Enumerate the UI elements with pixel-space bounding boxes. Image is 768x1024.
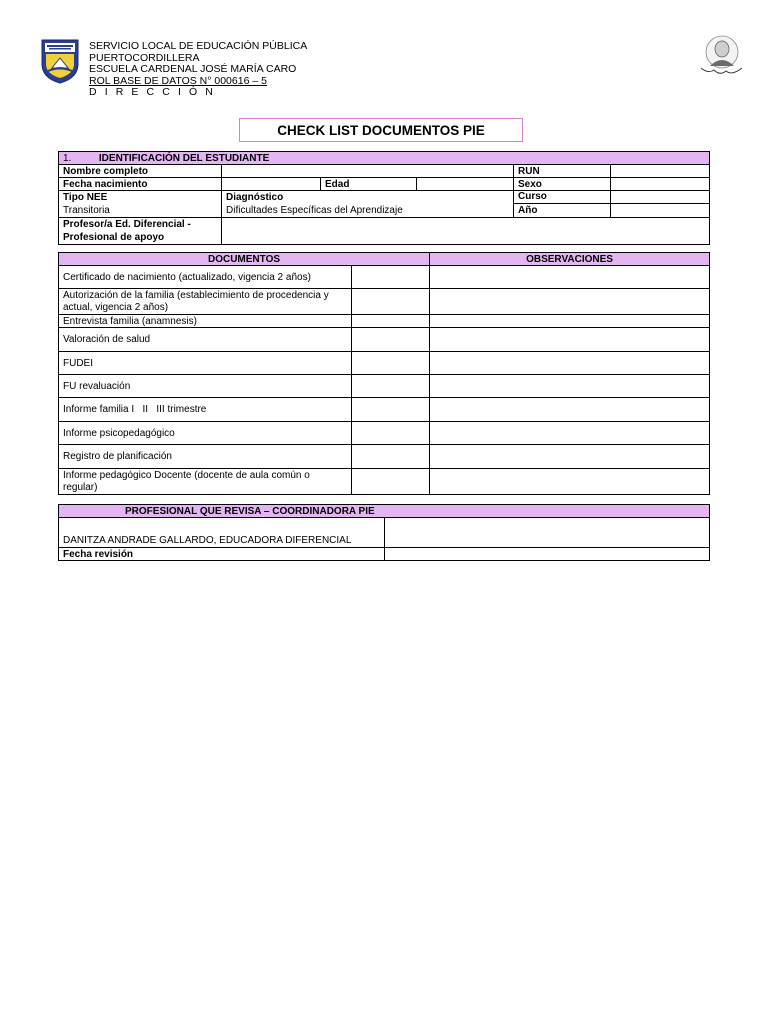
document-row	[59, 266, 710, 289]
reviewer-section-header: PROFESIONAL QUE REVISA – COORDINADORA PIE	[59, 505, 710, 518]
tipo-nee-value: Transitoria	[63, 205, 110, 216]
document-observation-cell[interactable]	[430, 289, 710, 315]
nombre-label: Nombre completo	[59, 165, 222, 178]
document-observation-cell[interactable]	[430, 445, 710, 469]
document-label: Autorización de la familia (establecimiento de procedencia y actual, vigencia 2 años)	[59, 289, 352, 315]
document-check-cell[interactable]	[352, 315, 430, 328]
document-row	[59, 398, 710, 422]
curso-field[interactable]	[611, 191, 709, 204]
section-title: IDENTIFICACIÓN DEL ESTUDIANTE	[98, 152, 270, 164]
header-line-4: ROL BASE DE DATOS N° 000616 – 5	[89, 74, 267, 87]
document-check-cell[interactable]	[352, 289, 430, 315]
document-check-cell[interactable]	[352, 469, 430, 495]
profesor-label: Profesor/a Ed. Diferencial - Profesional de apoyo	[59, 218, 222, 245]
document-observation-cell[interactable]	[430, 328, 710, 352]
document-observation-cell[interactable]	[430, 375, 710, 398]
document-label: Valoración de salud	[59, 328, 352, 352]
portrait-medallion-logo	[700, 34, 744, 80]
run-label: RUN	[514, 165, 611, 178]
header-line-2: PUERTOCORDILLERA	[89, 51, 200, 64]
document-row	[59, 469, 710, 495]
section-number: 1.	[63, 152, 72, 164]
diagnostico-value: Dificultades Específicas del Aprendizaje	[226, 205, 403, 216]
document-check-cell[interactable]	[352, 352, 430, 375]
fecha-nacimiento-field[interactable]	[222, 178, 321, 191]
fecha-revision-label: Fecha revisión	[59, 548, 385, 561]
document-label: Informe pedagógico Docente (docente de aula común o regular)	[59, 469, 352, 495]
fecha-revision-field[interactable]	[385, 548, 710, 561]
reviewer-signature-field[interactable]	[385, 518, 710, 548]
document-observation-cell[interactable]	[430, 422, 710, 445]
nombre-field[interactable]	[222, 165, 514, 178]
document-label: Certificado de nacimiento (actualizado, vigencia 2 años)	[59, 266, 352, 289]
header-line-5: D I R E C C I Ó N	[89, 86, 216, 99]
document-row	[59, 328, 710, 352]
document-check-cell[interactable]	[352, 328, 430, 352]
tipo-nee-cell	[59, 191, 222, 218]
document-check-cell[interactable]	[352, 375, 430, 398]
document-observation-cell[interactable]	[430, 398, 710, 422]
sexo-field[interactable]	[611, 178, 710, 191]
section-header	[59, 152, 710, 165]
header-line-1: SERVICIO LOCAL DE EDUCACIÓN PÚBLICA	[89, 40, 308, 52]
document-row	[59, 315, 710, 328]
diagnostico-cell	[222, 191, 514, 218]
sexo-label: Sexo	[514, 178, 611, 191]
run-field[interactable]	[611, 165, 710, 178]
documents-table	[58, 252, 710, 495]
curso-anio-fields	[611, 191, 710, 218]
document-check-cell[interactable]	[352, 398, 430, 422]
tipo-nee-label: Tipo NEE	[63, 192, 108, 203]
page-title: CHECK LIST DOCUMENTOS PIE	[239, 118, 523, 142]
document-observation-cell[interactable]	[430, 266, 710, 289]
document-check-cell[interactable]	[352, 266, 430, 289]
document-observation-cell[interactable]	[430, 315, 710, 328]
document-row	[59, 352, 710, 375]
document-row	[59, 289, 710, 315]
curso-label: Curso	[514, 191, 610, 204]
document-label: Entrevista familia (anamnesis)	[59, 315, 352, 328]
document-label: Informe psicopedagógico	[59, 422, 352, 445]
diagnostico-label: Diagnóstico	[226, 192, 284, 203]
edad-label: Edad	[321, 178, 417, 191]
school-crest-logo	[40, 38, 80, 84]
document-label: Informe familia I II III trimestre	[59, 398, 352, 422]
reviewer-name: DANITZA ANDRADE GALLARDO, EDUCADORA DIFERENCIAL	[59, 518, 385, 548]
header-line-3: ESCUELA CARDENAL JOSÉ MARÍA CARO	[89, 63, 297, 76]
reviewer-table	[58, 504, 710, 561]
document-observation-cell[interactable]	[430, 352, 710, 375]
edad-field[interactable]	[417, 178, 514, 191]
document-label: FUDEI	[59, 352, 352, 375]
profesor-field[interactable]	[222, 218, 710, 245]
observaciones-column-header: OBSERVACIONES	[430, 253, 710, 266]
document-label: FU revaluación	[59, 375, 352, 398]
curso-anio-labels	[514, 191, 611, 218]
document-check-cell[interactable]	[352, 422, 430, 445]
student-identification-table	[58, 151, 710, 245]
fecha-nacimiento-label: Fecha nacimiento	[59, 178, 222, 191]
documentos-column-header: DOCUMENTOS	[59, 253, 430, 266]
document-observation-cell[interactable]	[430, 469, 710, 495]
document-row	[59, 445, 710, 469]
document-row	[59, 422, 710, 445]
anio-label: Año	[518, 205, 538, 216]
document-label: Registro de planificación	[59, 445, 352, 469]
header-block	[89, 41, 307, 99]
anio-field[interactable]	[611, 204, 709, 217]
document-row	[59, 375, 710, 398]
document-check-cell[interactable]	[352, 445, 430, 469]
